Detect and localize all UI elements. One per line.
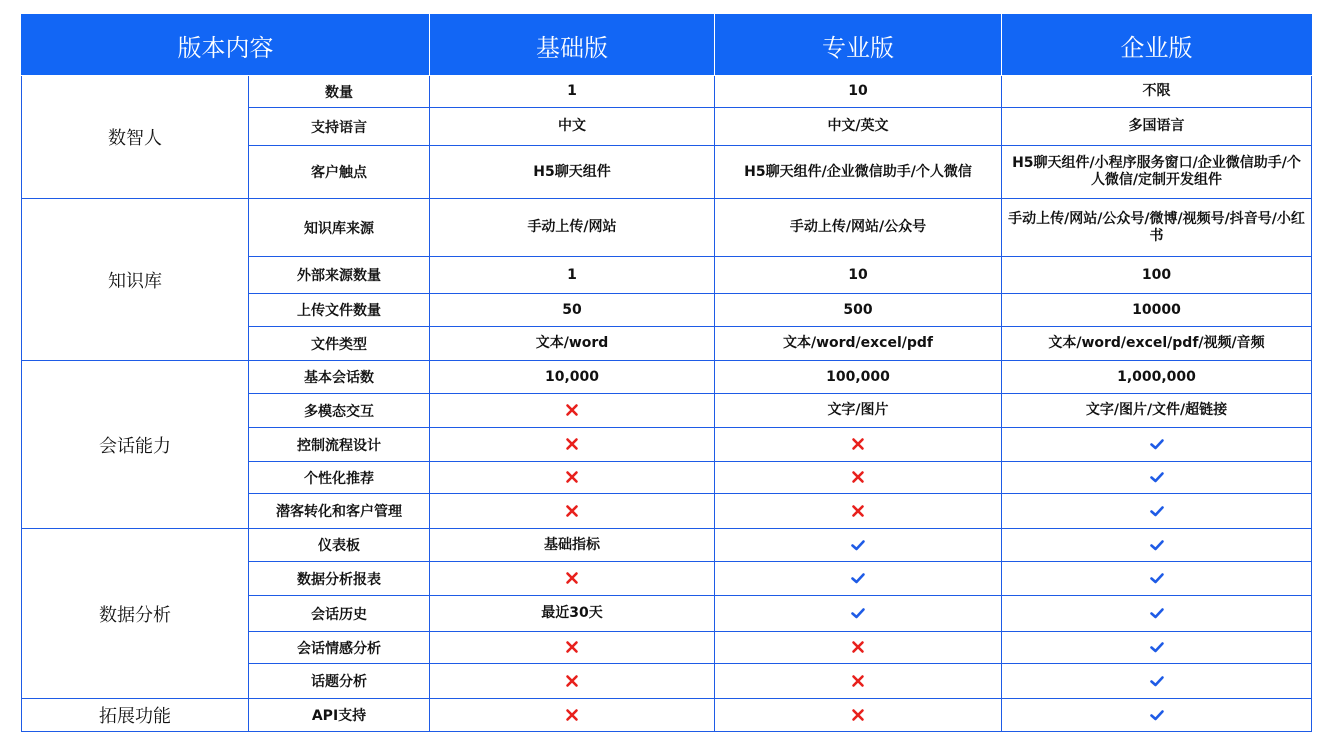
feature-label: 话题分析 xyxy=(249,664,430,699)
enterprise-cell xyxy=(1002,699,1312,732)
pricing-comparison-table xyxy=(21,14,1312,732)
basic-cell xyxy=(430,428,715,462)
feature-label: 支持语言 xyxy=(249,108,430,146)
pro-cell xyxy=(715,699,1002,732)
enterprise-value: 不限 xyxy=(1002,76,1312,108)
enterprise-cell xyxy=(1002,529,1312,562)
cross-icon xyxy=(564,402,580,418)
check-icon xyxy=(1149,570,1165,586)
check-icon xyxy=(1149,673,1165,689)
basic-cell xyxy=(430,664,715,699)
feature-label: 会话历史 xyxy=(249,596,430,632)
table-row xyxy=(22,361,1312,394)
table-row xyxy=(22,76,1312,108)
check-icon xyxy=(1149,469,1165,485)
feature-label: 数量 xyxy=(249,76,430,108)
pro-value: 手动上传/网站/公众号 xyxy=(715,199,1002,257)
check-icon xyxy=(1149,436,1165,452)
pro-cell xyxy=(715,664,1002,699)
check-icon xyxy=(1149,707,1165,723)
pro-cell xyxy=(715,529,1002,562)
pro-cell xyxy=(715,632,1002,664)
feature-label: 个性化推荐 xyxy=(249,462,430,494)
basic-cell xyxy=(430,699,715,732)
enterprise-cell xyxy=(1002,562,1312,596)
header-basic: 基础版 xyxy=(430,15,715,76)
basic-value: 1 xyxy=(430,76,715,108)
basic-cell xyxy=(430,494,715,529)
enterprise-value: 100 xyxy=(1002,257,1312,294)
basic-value: 10,000 xyxy=(430,361,715,394)
feature-label: 仪表板 xyxy=(249,529,430,562)
enterprise-value: H5聊天组件/小程序服务窗口/企业微信助手/个人微信/定制开发组件 xyxy=(1002,146,1312,199)
enterprise-value: 文本/word/excel/pdf/视频/音频 xyxy=(1002,327,1312,361)
cross-icon xyxy=(564,570,580,586)
enterprise-cell xyxy=(1002,664,1312,699)
pro-value: 中文/英文 xyxy=(715,108,1002,146)
basic-value: 最近30天 xyxy=(430,596,715,632)
enterprise-cell xyxy=(1002,596,1312,632)
cross-icon xyxy=(850,673,866,689)
check-icon xyxy=(850,537,866,553)
feature-label: 外部来源数量 xyxy=(249,257,430,294)
enterprise-cell xyxy=(1002,462,1312,494)
group-label: 拓展功能 xyxy=(22,699,249,732)
basic-cell xyxy=(430,562,715,596)
check-icon xyxy=(850,570,866,586)
cross-icon xyxy=(564,639,580,655)
feature-label: 基本会话数 xyxy=(249,361,430,394)
check-icon xyxy=(1149,605,1165,621)
basic-value: 1 xyxy=(430,257,715,294)
feature-label: 上传文件数量 xyxy=(249,294,430,327)
basic-value: 中文 xyxy=(430,108,715,146)
enterprise-value: 10000 xyxy=(1002,294,1312,327)
group-label: 数据分析 xyxy=(22,529,249,699)
check-icon xyxy=(1149,537,1165,553)
pro-cell xyxy=(715,494,1002,529)
basic-value: 文本/word xyxy=(430,327,715,361)
cross-icon xyxy=(850,469,866,485)
feature-label: 多模态交互 xyxy=(249,394,430,428)
enterprise-cell xyxy=(1002,494,1312,529)
cross-icon xyxy=(850,503,866,519)
cross-icon xyxy=(564,707,580,723)
header-version-content: 版本内容 xyxy=(22,15,430,76)
table-row xyxy=(22,529,1312,562)
table-body xyxy=(22,76,1312,732)
group-label: 数智人 xyxy=(22,76,249,199)
basic-cell xyxy=(430,632,715,664)
basic-value: 50 xyxy=(430,294,715,327)
group-label: 会话能力 xyxy=(22,361,249,529)
pro-cell xyxy=(715,428,1002,462)
pro-value: 文字/图片 xyxy=(715,394,1002,428)
cross-icon xyxy=(564,503,580,519)
cross-icon xyxy=(850,639,866,655)
cross-icon xyxy=(564,469,580,485)
feature-label: 潜客转化和客户管理 xyxy=(249,494,430,529)
cross-icon xyxy=(850,436,866,452)
feature-label: API支持 xyxy=(249,699,430,732)
header-row xyxy=(22,15,1312,76)
basic-value: 手动上传/网站 xyxy=(430,199,715,257)
feature-label: 知识库来源 xyxy=(249,199,430,257)
basic-value: 基础指标 xyxy=(430,529,715,562)
table-row xyxy=(22,699,1312,732)
basic-cell xyxy=(430,462,715,494)
group-label: 知识库 xyxy=(22,199,249,361)
pro-cell xyxy=(715,562,1002,596)
cross-icon xyxy=(850,707,866,723)
basic-cell xyxy=(430,394,715,428)
pro-value: H5聊天组件/企业微信助手/个人微信 xyxy=(715,146,1002,199)
check-icon xyxy=(850,605,866,621)
table-row xyxy=(22,199,1312,257)
header-enterprise: 企业版 xyxy=(1002,15,1312,76)
enterprise-cell xyxy=(1002,632,1312,664)
pro-value: 10 xyxy=(715,76,1002,108)
header-pro: 专业版 xyxy=(715,15,1002,76)
cross-icon xyxy=(564,673,580,689)
enterprise-cell xyxy=(1002,428,1312,462)
pro-cell xyxy=(715,596,1002,632)
enterprise-value: 1,000,000 xyxy=(1002,361,1312,394)
pro-cell xyxy=(715,462,1002,494)
basic-value: H5聊天组件 xyxy=(430,146,715,199)
pro-value: 10 xyxy=(715,257,1002,294)
feature-label: 数据分析报表 xyxy=(249,562,430,596)
pro-value: 500 xyxy=(715,294,1002,327)
pro-value: 100,000 xyxy=(715,361,1002,394)
enterprise-value: 文字/图片/文件/超链接 xyxy=(1002,394,1312,428)
cross-icon xyxy=(564,436,580,452)
check-icon xyxy=(1149,503,1165,519)
feature-label: 客户触点 xyxy=(249,146,430,199)
pro-value: 文本/word/excel/pdf xyxy=(715,327,1002,361)
enterprise-value: 手动上传/网站/公众号/微博/视频号/抖音号/小红书 xyxy=(1002,199,1312,257)
feature-label: 文件类型 xyxy=(249,327,430,361)
feature-label: 会话情感分析 xyxy=(249,632,430,664)
enterprise-value: 多国语言 xyxy=(1002,108,1312,146)
feature-label: 控制流程设计 xyxy=(249,428,430,462)
check-icon xyxy=(1149,639,1165,655)
